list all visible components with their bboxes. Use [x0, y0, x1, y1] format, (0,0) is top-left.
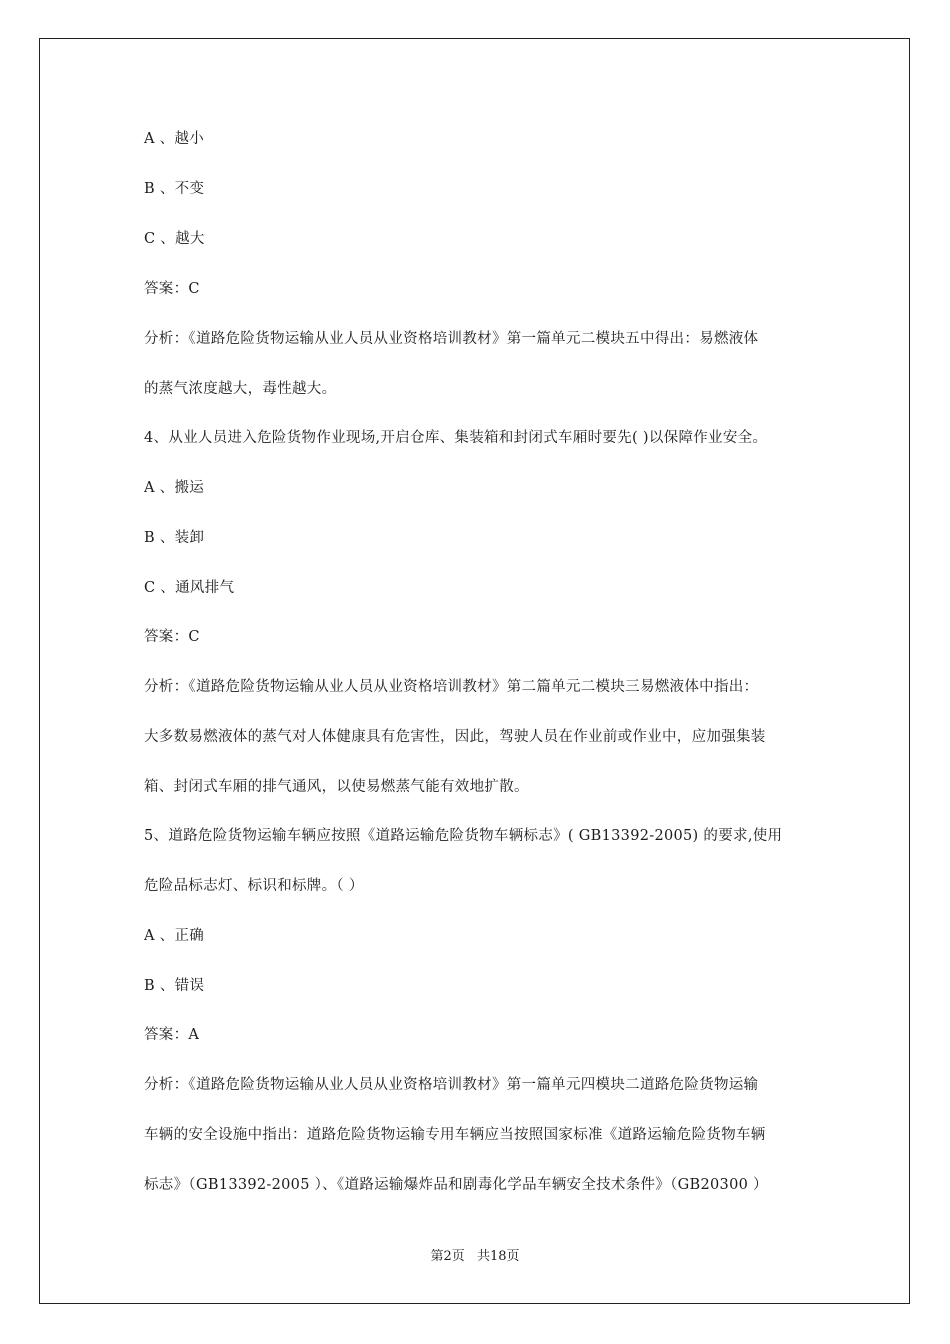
analysis-4-line2: 大多数易燃液体的蒸气对人体健康具有危害性，因此，驾驶人员在作业前或作业中，应加强集装 — [144, 729, 766, 745]
option-3c: C 、越大 — [144, 231, 205, 247]
option-3b: B 、不变 — [144, 181, 205, 197]
question-4: 4、从业人员进入危险货物作业现场,开启仓库、集装箱和封闭式车厢时要先( )以保障作业安全。 — [144, 430, 768, 446]
page-footer — [0, 1248, 950, 1266]
option-4c: C 、通风排气 — [144, 580, 235, 596]
analysis-5-line2: 车辆的安全设施中指出：道路危险货物运输专用车辆应当按照国家标准《道路运输危险货物车辆 — [144, 1127, 766, 1143]
option-5b: B 、错误 — [144, 978, 205, 994]
analysis-3-line1: 分析：《道路危险货物运输从业人员从业资格培训教材》第一篇单元二模块五中得出：易燃液体 — [144, 331, 759, 347]
analysis-3-line2: 的蒸气浓度越大，毒性越大。 — [144, 381, 337, 397]
answer-4: 答案：C — [144, 629, 200, 645]
analysis-5-line1: 分析：《道路危险货物运输从业人员从业资格培训教材》第一篇单元四模块二道路危险货物运输 — [144, 1077, 759, 1093]
page-frame — [39, 38, 910, 1304]
question-5-line1: 5、道路危险货物运输车辆应按照《道路运输危险货物车辆标志》( GB13392-2005) 的要求,使用 — [144, 828, 783, 844]
option-4a: A 、搬运 — [144, 480, 205, 496]
analysis-4-line1: 分析：《道路危险货物运输从业人员从业资格培训教材》第二篇单元二模块三易燃液体中指出： — [144, 679, 759, 695]
option-4b: B 、装卸 — [144, 530, 205, 546]
page-total: 共18页 — [476, 1249, 520, 1264]
answer-3: 答案：C — [144, 281, 200, 297]
option-3a: A 、越小 — [144, 131, 205, 147]
option-5a: A 、正确 — [144, 928, 205, 944]
answer-5: 答案：A — [144, 1027, 200, 1043]
analysis-5-line3: 标志》（GB13392-2005 ）、《道路运输爆炸品和剧毒化学品车辆安全技术条件》（GB20300 ） — [144, 1177, 768, 1193]
analysis-4-line3: 箱、封闭式车厢的排气通风，以使易燃蒸气能有效地扩散。 — [144, 779, 529, 795]
page-number: 第2页 — [430, 1249, 465, 1264]
question-5-line2: 危险品标志灯、标识和标牌。（ ） — [144, 878, 364, 894]
